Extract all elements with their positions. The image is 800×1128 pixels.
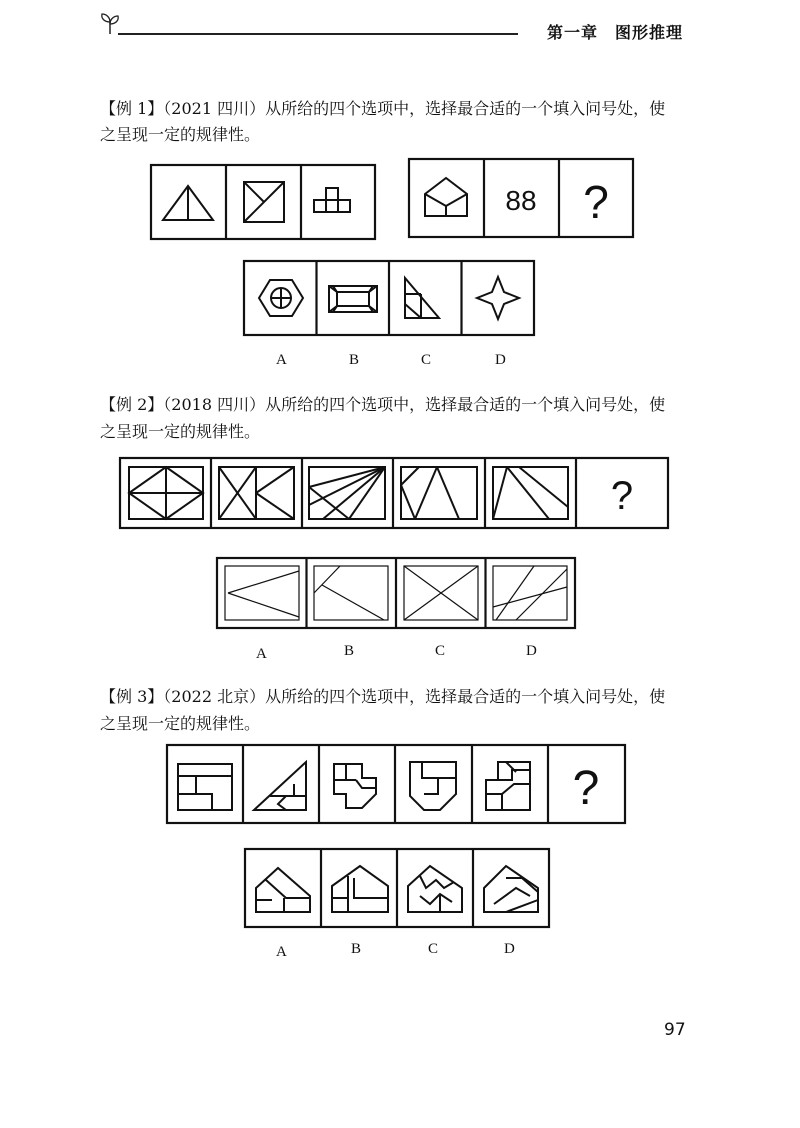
page-number: 97 <box>664 1020 686 1040</box>
q3-figure-4 <box>410 762 456 810</box>
question-3-line-2: 之呈现一定的规律性。 <box>100 714 261 733</box>
q2-figure-2 <box>219 467 294 519</box>
question-2-line-1 <box>100 393 665 417</box>
question-3-options <box>244 848 550 928</box>
q3-option-a-figure <box>256 868 310 912</box>
question-2-source: （2018 四川） <box>163 395 266 414</box>
chapter-title: 第一章 图形推理 <box>547 23 684 42</box>
q1-option-c-figure <box>405 278 439 318</box>
q2-figure-3 <box>309 467 385 519</box>
q1-option-a-label: A <box>276 352 287 368</box>
question-1-sequence-right <box>408 158 634 238</box>
q2-option-a-label: A <box>256 646 267 662</box>
q2-option-d-label: D <box>526 643 537 659</box>
q2-option-a-figure <box>225 566 299 620</box>
q3-figure-5 <box>486 762 530 810</box>
question-2-line-2: 之呈现一定的规律性。 <box>100 422 261 441</box>
question-1-source: （2021 四川） <box>163 99 266 118</box>
q3-option-d-label: D <box>504 941 515 957</box>
question-2-prompt: 从所给的四个选项中，选择最合适的一个填入问号处，使 <box>265 395 666 414</box>
q1-option-d-figure <box>477 277 519 319</box>
question-3-line-1 <box>100 685 665 709</box>
q2-option-b-figure <box>314 566 388 620</box>
question-2-sequence <box>119 457 669 529</box>
q1-option-c-label: C <box>421 352 432 368</box>
q1-digits-88: 88 <box>505 185 537 216</box>
q3-figure-1 <box>178 764 232 810</box>
question-3-sequence <box>166 744 626 824</box>
question-1-options <box>243 260 535 336</box>
q3-figure-2 <box>254 762 306 810</box>
question-1-sequence-left <box>150 164 376 240</box>
question-1-line-2: 之呈现一定的规律性。 <box>100 125 261 144</box>
q1-figure-square-lines <box>244 182 284 222</box>
question-3-tag: 【例 3】 <box>100 687 164 706</box>
q3-option-a-label: A <box>276 944 287 960</box>
q2-option-c-figure <box>404 566 478 620</box>
q1-option-d-label: D <box>495 352 506 368</box>
question-2-tag: 【例 2】 <box>100 395 164 414</box>
q2-figure-5 <box>493 467 568 519</box>
question-1-prompt: 从所给的四个选项中，选择最合适的一个填入问号处，使 <box>265 99 666 118</box>
question-2-options <box>216 557 576 629</box>
question-3-prompt: 从所给的四个选项中，选择最合适的一个填入问号处，使 <box>265 687 666 706</box>
q1-option-b-figure <box>329 286 377 312</box>
question-3-source: （2022 北京） <box>163 687 266 706</box>
q1-figure-blocks <box>314 188 350 212</box>
q3-option-d-figure <box>484 866 538 912</box>
q2-option-d-figure <box>493 566 567 620</box>
q2-option-c-label: C <box>435 643 446 659</box>
q2-figure-4 <box>401 467 477 519</box>
q2-figure-1 <box>129 467 203 519</box>
q1-option-a-figure <box>259 280 303 316</box>
question-2-question-mark: ? <box>610 474 634 518</box>
q3-option-c-figure <box>408 866 462 912</box>
q3-figure-3 <box>334 764 376 808</box>
q2-option-b-label: B <box>344 643 355 659</box>
q1-figure-triangle <box>163 186 213 220</box>
question-1-tag: 【例 1】 <box>100 99 164 118</box>
q1-option-b-label: B <box>349 352 360 368</box>
q3-option-b-figure <box>332 866 388 912</box>
question-1-line-1 <box>100 97 665 121</box>
q1-figure-cube <box>425 178 467 216</box>
q3-option-b-label: B <box>351 941 362 957</box>
question-1-question-mark: ? <box>583 176 609 228</box>
header-rule <box>118 33 518 35</box>
question-3-question-mark: ? <box>572 762 600 815</box>
q3-option-c-label: C <box>428 941 439 957</box>
